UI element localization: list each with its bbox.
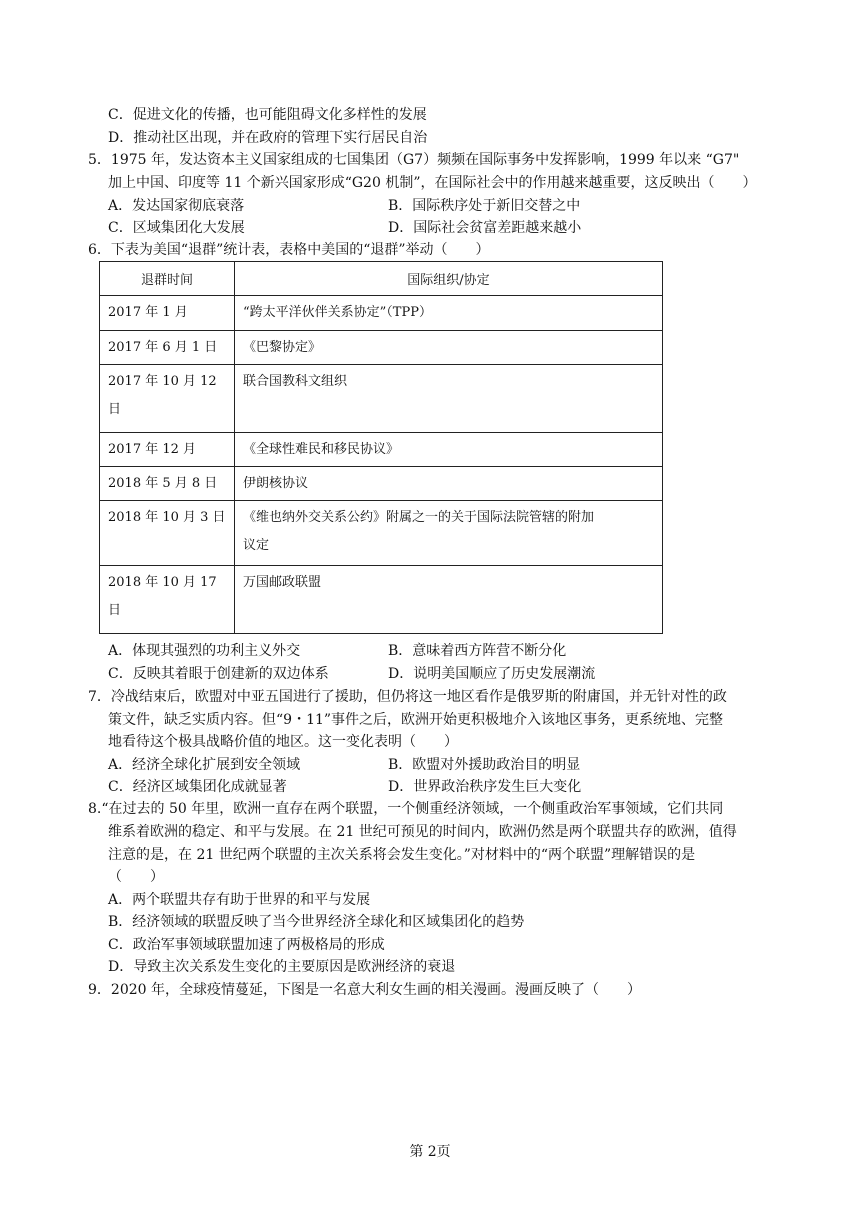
table-row — [100, 566, 663, 634]
table-cell-org: 《巴黎协定》 — [235, 331, 663, 365]
table-cell-org: 《维也纳外交关系公约》附属之一的关于国际法院管辖的附加 议定 — [235, 501, 663, 566]
q5-option-c: C．区域集团化大发展 — [108, 220, 245, 236]
table-header-time: 退群时间 — [100, 262, 235, 296]
q4-option-c: C．促进文化的传播，也可能阻碍文化多样性的发展 — [108, 107, 427, 123]
q7-option-a: A．经济全球化扩展到安全领域 — [108, 757, 301, 773]
q7-option-b: B．欧盟对外援助政治目的明显 — [388, 757, 581, 773]
table-row — [100, 501, 663, 566]
table-cell-org: 万国邮政联盟 — [235, 566, 663, 634]
q7-stem-line2: 策文件，缺乏实质内容。但“9・11”事件之后，欧洲开始更积极地介入该地区事务，更系统地、完整 — [108, 712, 724, 728]
q8-option-a: A．两个联盟共存有助于世界的和平与发展 — [108, 892, 371, 908]
q8-stem-line2: 维系着欧洲的稳定、和平与发展。在 21 世纪可预见的时间内，欧洲仍然是两个联盟共存的欧洲，值得 — [108, 824, 737, 840]
q6-option-b: B．意味着西方阵营不断分化 — [388, 643, 567, 659]
table-row — [100, 331, 663, 365]
q9-stem: 9．2020 年，全球疫情蔓延，下图是一名意大利女生画的相关漫画。漫画反映了（ ） — [88, 982, 641, 998]
withdrawal-table — [99, 261, 663, 634]
q8-option-d: D．导致主次关系发生变化的主要原因是欧洲经济的衰退 — [108, 959, 456, 975]
table-cell-time: 2017 年 1 月 — [100, 296, 235, 331]
table-cell-time: 2018 年 5 月 8 日 — [100, 467, 235, 501]
q6-stem: 6．下表为美国“退群”统计表，表格中美国的“退群”举动（ ） — [88, 242, 490, 258]
q7-option-c: C．经济区域集团化成就显著 — [108, 779, 287, 795]
q5-stem-line2: 加上中国、印度等 11 个新兴国家形成“G20 机制”，在国际社会中的作用越来越重要，这反映出（ ） — [108, 175, 757, 191]
table-row — [100, 365, 663, 433]
table-cell-time: 2017 年 12 月 — [100, 433, 235, 467]
table-header-org: 国际组织/协定 — [235, 262, 663, 296]
q7-stem-line3: 地看待这个极具战略价值的地区。这一变化表明（ ） — [108, 734, 458, 750]
q7-stem-line1: 7．冷战结束后，欧盟对中亚五国进行了援助，但仍将这一地区看作是俄罗斯的附庸国，并无针对性的政 — [88, 689, 727, 705]
q4-option-d: D．推动社区出现，并在政府的管理下实行居民自治 — [108, 130, 428, 146]
q5-stem-line1: 5．1975 年，发达资本主义国家组成的七国集团（G7）频频在国际事务中发挥影响，1999 年以来 “G7" — [88, 152, 740, 168]
table-cell-time: 2017 年 10 月 12 日 — [100, 365, 235, 433]
table-row — [100, 467, 663, 501]
q6-option-d: D．说明美国顺应了历史发展潮流 — [388, 666, 596, 682]
table-row — [100, 296, 663, 331]
table-cell-time: 2017 年 6 月 1 日 — [100, 331, 235, 365]
table-cell-org: 伊朗核协议 — [235, 467, 663, 501]
table-header-row — [100, 262, 663, 296]
q8-option-c: C．政治军事领域联盟加速了两极格局的形成 — [108, 937, 385, 953]
table-cell-org: 联合国教科文组织 — [235, 365, 663, 433]
table-cell-time: 2018 年 10 月 17 日 — [100, 566, 235, 634]
q8-stem-line3: 注意的是，在 21 世纪两个联盟的主次关系将会发生变化。”对材料中的“两个联盟”理解错误的是 — [108, 847, 696, 863]
q8-stem-line1: 8.“在过去的 50 年里，欧洲一直存在两个联盟，一个侧重经济领域，一个侧重政治军事领域，它们共同 — [88, 801, 724, 817]
q8-stem-line4: （ ） — [108, 869, 164, 885]
q5-option-d: D．国际社会贫富差距越来越小 — [388, 220, 582, 236]
q6-option-c: C．反映其着眼于创建新的双边体系 — [108, 666, 329, 682]
page-number: 第 2页 — [409, 1144, 451, 1160]
table-cell-org: 《全球性难民和移民协议》 — [235, 433, 663, 467]
table-cell-org: “跨太平洋伙伴关系协定”（TPP） — [235, 296, 663, 331]
table-row — [100, 433, 663, 467]
q5-option-b: B．国际秩序处于新旧交替之中 — [388, 198, 581, 214]
q6-option-a: A．体现其强烈的功利主义外交 — [108, 643, 301, 659]
q5-option-a: A．发达国家彻底衰落 — [108, 198, 245, 214]
q8-option-b: B．经济领域的联盟反映了当今世界经济全球化和区域集团化的趋势 — [108, 914, 525, 930]
q7-option-d: D．世界政治秩序发生巨大变化 — [388, 779, 582, 795]
table-cell-time: 2018 年 10 月 3 日 — [100, 501, 235, 566]
